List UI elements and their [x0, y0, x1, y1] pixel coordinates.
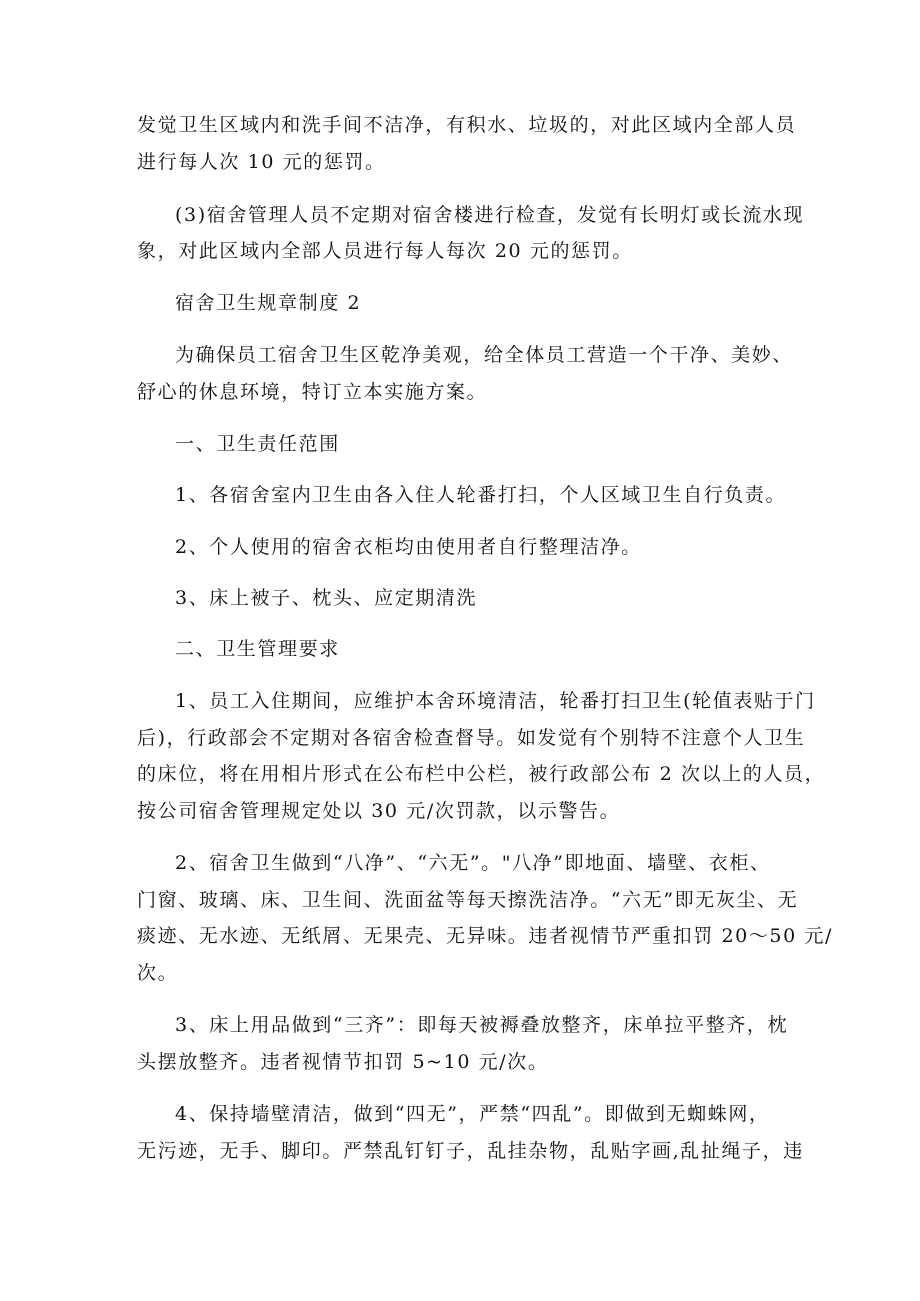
list-item: 4、保持墙壁清洁，做到“四无”，严禁“四乱”。即做到无蜘蛛网， [175, 1103, 770, 1125]
text-line: 为确保员工宿舍卫生区乾净美观，给全体员工营造一个干净、美妙、 [175, 344, 794, 366]
text-line: 进行每人次 10 元的惩罚。 [137, 151, 386, 173]
list-item: 3、床上被子、枕头、应定期清洗 [175, 587, 478, 609]
text-line: 痰迹、无水迹、无纸屑、无果壳、无异味。违者视情节严重扣罚 20～50 元/ [137, 925, 834, 947]
list-item: 1、员工入住期间，应维护本舍环境清洁，轮番打扫卫生(轮值表贴于门 [175, 690, 816, 712]
list-item: 2、宿舍卫生做到“八净”、“六无”。"八净”即地面、墙壁、衣柜、 [175, 852, 771, 874]
section-heading: 二、卫生管理要求 [175, 638, 340, 660]
text-line: 舒心的休息环境，特订立本实施方案。 [137, 381, 488, 403]
text-line: 门窗、玻璃、床、卫生间、洗面盆等每天擦洗洁净。“六无”即无灰尘、无 [137, 889, 799, 911]
text-line: 按公司宿舍管理规定处以 30 元/次罚款，以示警告。 [137, 800, 621, 822]
text-line: 次。 [137, 962, 179, 984]
text-line: 后)，行政部会不定期对各宿舍检查督导。如发觉有个别特不注意个人卫生 [137, 727, 806, 749]
text-line: (3)宿舍管理人员不定期对宿舍楼进行检查，发觉有长明灯或长流水现 [175, 204, 805, 226]
section-heading: 一、卫生责任范围 [175, 433, 340, 455]
text-line: 象，对此区域内全部人员进行每人每次 20 元的惩罚。 [137, 240, 633, 262]
text-line: 的床位，将在用相片形式在公布栏中公栏，被行政部公布 2 次以上的人员， [137, 763, 826, 785]
section-heading: 宿舍卫生规章制度 2 [175, 292, 362, 314]
list-item: 3、床上用品做到“三齐”：即每天被褥叠放整齐，床单拉平整齐，枕 [175, 1014, 789, 1036]
list-item: 1、各宿舍室内卫生由各入住人轮番打扫，个人区域卫生自行负责。 [175, 484, 787, 506]
text-line: 无污迹，无手、脚印。严禁乱钉钉子，乱挂杂物，乱贴字画,乱扯绳子，违 [137, 1140, 804, 1162]
text-line: 发觉卫生区域内和洗手间不洁净，有积水、垃圾的，对此区域内全部人员 [137, 114, 797, 136]
list-item: 2、个人使用的宿舍衣柜均由使用者自行整理洁净。 [175, 536, 642, 558]
text-line: 头摆放整齐。违者视情节扣罚 5~10 元/次。 [137, 1051, 549, 1073]
